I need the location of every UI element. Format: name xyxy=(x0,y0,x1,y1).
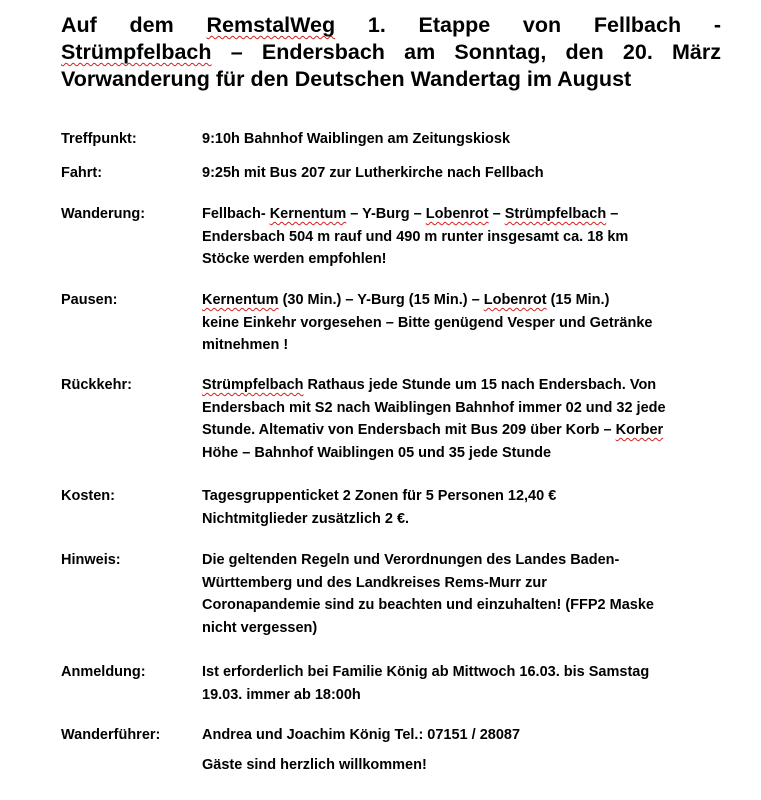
label-wanderfuehrer: Wanderführer: xyxy=(61,727,161,743)
label-rueckkehr: Rückkehr: xyxy=(61,377,132,393)
value-hinweis: Die geltenden Regeln und Verordnungen des Landes Baden- Württemberg und des Landkreises Rems-Murr zur Coronapandemie sind zu beachten und einzuhalten! (FFP2 Maske nicht vergessen) xyxy=(202,552,654,636)
value-fahrt: 9:25h mit Bus 207 zur Lutherkirche nach Fellbach xyxy=(202,165,544,181)
spellcheck-word: Kernentum xyxy=(269,206,347,222)
label-pausen: Pausen: xyxy=(61,292,118,308)
spellcheck-word: Korber xyxy=(615,422,664,438)
spellcheck-word: Strümpfelbach xyxy=(61,40,212,64)
value-wanderung: Fellbach- Kernentum – Y-Burg – Lobenrot – Strümpfelbach – Endersbach 504 m rauf und 490 m runter insgesamt ca. 18 km Stöcke werden empfohlen! xyxy=(202,206,629,267)
value-pausen: Kernentum (30 Min.) – Y-Burg (15 Min.) – Lobenrot (15 Min.) keine Einkehr vorgesehen – Bitte genügend Vesper und Getränke mitnehmen ! xyxy=(202,292,653,353)
label-fahrt: Fahrt: xyxy=(61,165,103,181)
spellcheck-word: RemstalWeg xyxy=(206,13,336,37)
title-line-2: Strümpfelbach – Endersbach am Sonntag, den 20. März xyxy=(61,40,721,64)
value-rueckkehr: Strümpfelbach Rathaus jede Stunde um 15 nach Endersbach. Von Endersbach mit S2 nach Waiblingen Bahnhof immer 02 und 32 jede Stunde. Altemativ von Endersbach mit Bus 209 über Korb – Korber Höhe – Bahnhof Waiblingen 05 und 35 jede Stunde xyxy=(202,377,666,461)
spellcheck-word: Lobenrot xyxy=(425,206,489,222)
page-title xyxy=(61,12,721,93)
value-wanderfuehrer: Andrea und Joachim König Tel.: 07151 / 28087 Gäste sind herzlich willkommen! xyxy=(202,727,521,773)
value-kosten: Tagesgruppenticket 2 Zonen für 5 Personen 12,40 € Nichtmitglieder zusätzlich 2 €. xyxy=(202,488,557,527)
spellcheck-word: Lobenrot xyxy=(483,292,547,308)
label-anmeldung: Anmeldung: xyxy=(61,664,146,680)
value-anmeldung: Ist erforderlich bei Familie König ab Mittwoch 16.03. bis Samstag 19.03. immer ab 18:00h xyxy=(202,664,650,703)
label-wanderung: Wanderung: xyxy=(61,206,146,222)
label-kosten: Kosten: xyxy=(61,488,115,504)
spellcheck-word: Kernentum xyxy=(202,292,279,308)
title-line-3: Vorwanderung für den Deutschen Wandertag im August xyxy=(61,67,632,91)
title-line-1: Auf dem RemstalWeg 1. Etappe von Fellbach - xyxy=(61,13,721,37)
value-treffpunkt: 9:10h Bahnhof Waiblingen am Zeitungskiosk xyxy=(202,131,511,147)
label-treffpunkt: Treffpunkt: xyxy=(61,131,137,147)
spellcheck-word: Strümpfelbach xyxy=(202,377,304,393)
spellcheck-word: Strümpfelbach xyxy=(504,206,607,222)
label-hinweis: Hinweis: xyxy=(61,552,121,568)
